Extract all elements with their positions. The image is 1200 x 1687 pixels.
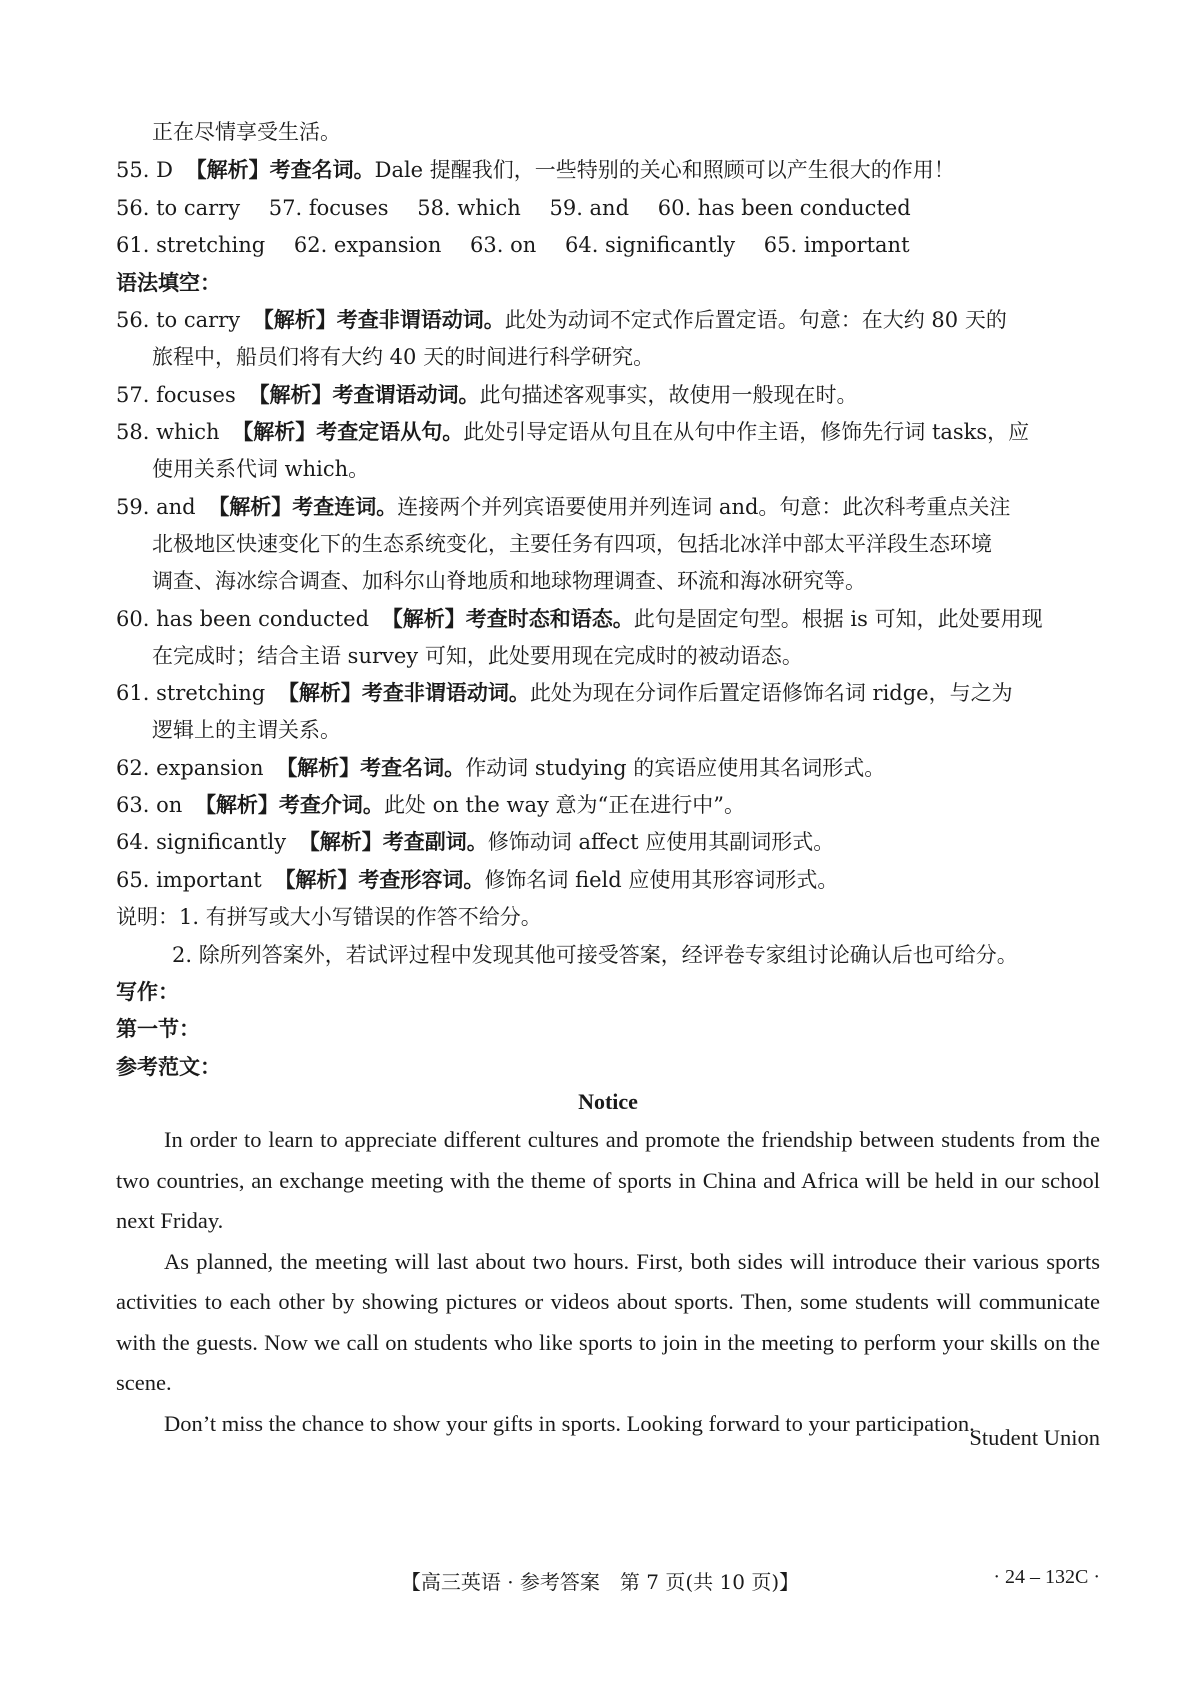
answer-55 <box>116 156 1100 184</box>
explanation-60 <box>116 605 1100 633</box>
writing-heading: 写作： <box>116 980 179 1004</box>
analysis-tag: 【解析】考查非谓语动词。 <box>277 681 530 705</box>
analysis-text: 此处为动词不定式作后置定语。句意：在大约 80 天的 <box>504 308 1007 332</box>
answer-number: 59. and <box>116 495 196 519</box>
answer-row-56-60 <box>116 194 1100 222</box>
analysis-text: 作动词 studying 的宾语应使用其名词形式。 <box>465 756 886 780</box>
sample-heading: 参考范文： <box>116 1055 221 1079</box>
analysis-tag: 【解析】考查时态和语态。 <box>381 607 634 631</box>
analysis-tag: 【解析】考查形容词。 <box>274 868 485 892</box>
analysis-text: 此句描述客观事实，故使用一般现在时。 <box>479 383 858 407</box>
analysis-text: Dale 提醒我们，一些特别的关心和照顾可以产生很大的作用！ <box>374 158 955 182</box>
grammar-heading: 语法填空： <box>116 271 221 295</box>
section1-heading: 第一节： <box>116 1017 200 1041</box>
explanation-63 <box>116 791 1100 819</box>
analysis-text: 此处为现在分词作后置定语修饰名词 ridge，与之为 <box>529 681 1013 705</box>
answer-number: 63. on <box>116 793 183 817</box>
answer-number: 64. significantly <box>116 830 287 854</box>
explanation-65 <box>116 866 1100 894</box>
answer-number: 62. expansion <box>116 756 264 780</box>
answer-64: 64. significantly <box>564 233 736 257</box>
analysis-text: 连接两个并列宾语要使用并列连词 and。句意：此次科考重点关注 <box>397 495 1011 519</box>
answer-row-61-65 <box>116 231 1100 259</box>
explanation-57 <box>116 381 1100 409</box>
essay-paragraph-2: As planned, the meeting will last about two hours. First, both sides will introduce their various sports activities to each other by showing pictures or videos about sports. Then, some students will communicate with the guests. Now we call on students who like sports to join in the meeting to perform your skills on the scene. <box>116 1248 1100 1395</box>
analysis-tag: 【解析】考查介词。 <box>194 793 384 817</box>
essay-body <box>116 1120 1100 1444</box>
analysis-tag: 【解析】考查副词。 <box>298 830 488 854</box>
explanation-58-cont: 使用关系代词 which。 <box>152 457 370 481</box>
continuation-line: 正在尽情享受生活。 <box>152 120 341 144</box>
answer-number: 58. which <box>116 420 220 444</box>
answer-58: 58. which <box>417 196 521 220</box>
essay-signature: Student Union <box>969 1425 1100 1450</box>
explanation-58 <box>116 418 1100 446</box>
answer-56: 56. to carry <box>116 196 241 220</box>
explanation-61-cont: 逻辑上的主谓关系。 <box>152 718 341 742</box>
analysis-text: 此处引导定语从句且在从句中作主语，修饰先行词 tasks，应 <box>463 420 1030 444</box>
explanation-59 <box>116 493 1100 521</box>
footer-code: · 24 – 132C · <box>993 1566 1100 1588</box>
answer-63: 63. on <box>470 233 537 257</box>
analysis-tag: 【解析】考查非谓语动词。 <box>252 308 505 332</box>
explanation-64 <box>116 828 1100 856</box>
explanation-60-cont: 在完成时；结合主语 survey 可知，此处要用现在完成时的被动语态。 <box>152 644 803 668</box>
explanation-62 <box>116 754 1100 782</box>
essay-title: Notice <box>578 1089 638 1114</box>
analysis-text: 修饰名词 field 应使用其形容词形式。 <box>484 868 839 892</box>
essay-paragraph-1: In order to learn to appreciate different cultures and promote the friendship between students from the two countries, an exchange meeting with the theme of sports in China and Africa will be held in our school next Friday. <box>116 1127 1100 1233</box>
note-2: 2. 除所列答案外，若试评过程中发现其他可接受答案，经评卷专家组讨论确认后也可给分。 <box>172 943 1018 967</box>
answer-number: 60. has been conducted <box>116 607 370 631</box>
analysis-tag: 【解析】考查谓语动词。 <box>248 383 480 407</box>
answer-62: 62. expansion <box>293 233 442 257</box>
explanation-61 <box>116 679 1100 707</box>
answer-61: 61. stretching <box>116 233 266 257</box>
explanation-56 <box>116 306 1100 334</box>
answer-59: 59. and <box>549 196 630 220</box>
explanation-59-cont1: 北极地区快速变化下的生态系统变化，主要任务有四项，包括北冰洋中部太平洋段生态环境 <box>152 532 992 556</box>
analysis-tag: 【解析】考查名词。 <box>185 158 375 182</box>
answer-60: 60. has been conducted <box>657 196 911 220</box>
answer-number: 57. focuses <box>116 383 236 407</box>
note-1: 说明：1. 有拼写或大小写错误的作答不给分。 <box>116 905 542 929</box>
essay-paragraph-3: Don’t miss the chance to show your gifts in sports. Looking forward to your participation. <box>164 1410 975 1436</box>
answer-57: 57. focuses <box>268 196 389 220</box>
explanation-56-cont: 旅程中，船员们将有大约 40 天的时间进行科学研究。 <box>152 345 655 369</box>
analysis-text: 此句是固定句型。根据 is 可知，此处要用现 <box>633 607 1043 631</box>
answer-number: 61. stretching <box>116 681 266 705</box>
analysis-text: 此处 on the way 意为“正在进行中”。 <box>383 793 746 817</box>
explanation-59-cont2: 调查、海冰综合调查、加科尔山脊地质和地球物理调查、环流和海冰研究等。 <box>152 569 866 593</box>
answer-number: 65. important <box>116 868 262 892</box>
analysis-text: 修饰动词 affect 应使用其副词形式。 <box>487 830 835 854</box>
answer-number: 56. to carry <box>116 308 241 332</box>
answer-number: 55. D <box>116 158 173 182</box>
answer-65: 65. important <box>763 233 910 257</box>
analysis-tag: 【解析】考查连词。 <box>208 495 398 519</box>
analysis-tag: 【解析】考查定语从句。 <box>232 420 464 444</box>
page-footer: 【高三英语 · 参考答案 第 7 页(共 10 页)】 <box>400 1570 800 1594</box>
analysis-tag: 【解析】考查名词。 <box>276 756 466 780</box>
